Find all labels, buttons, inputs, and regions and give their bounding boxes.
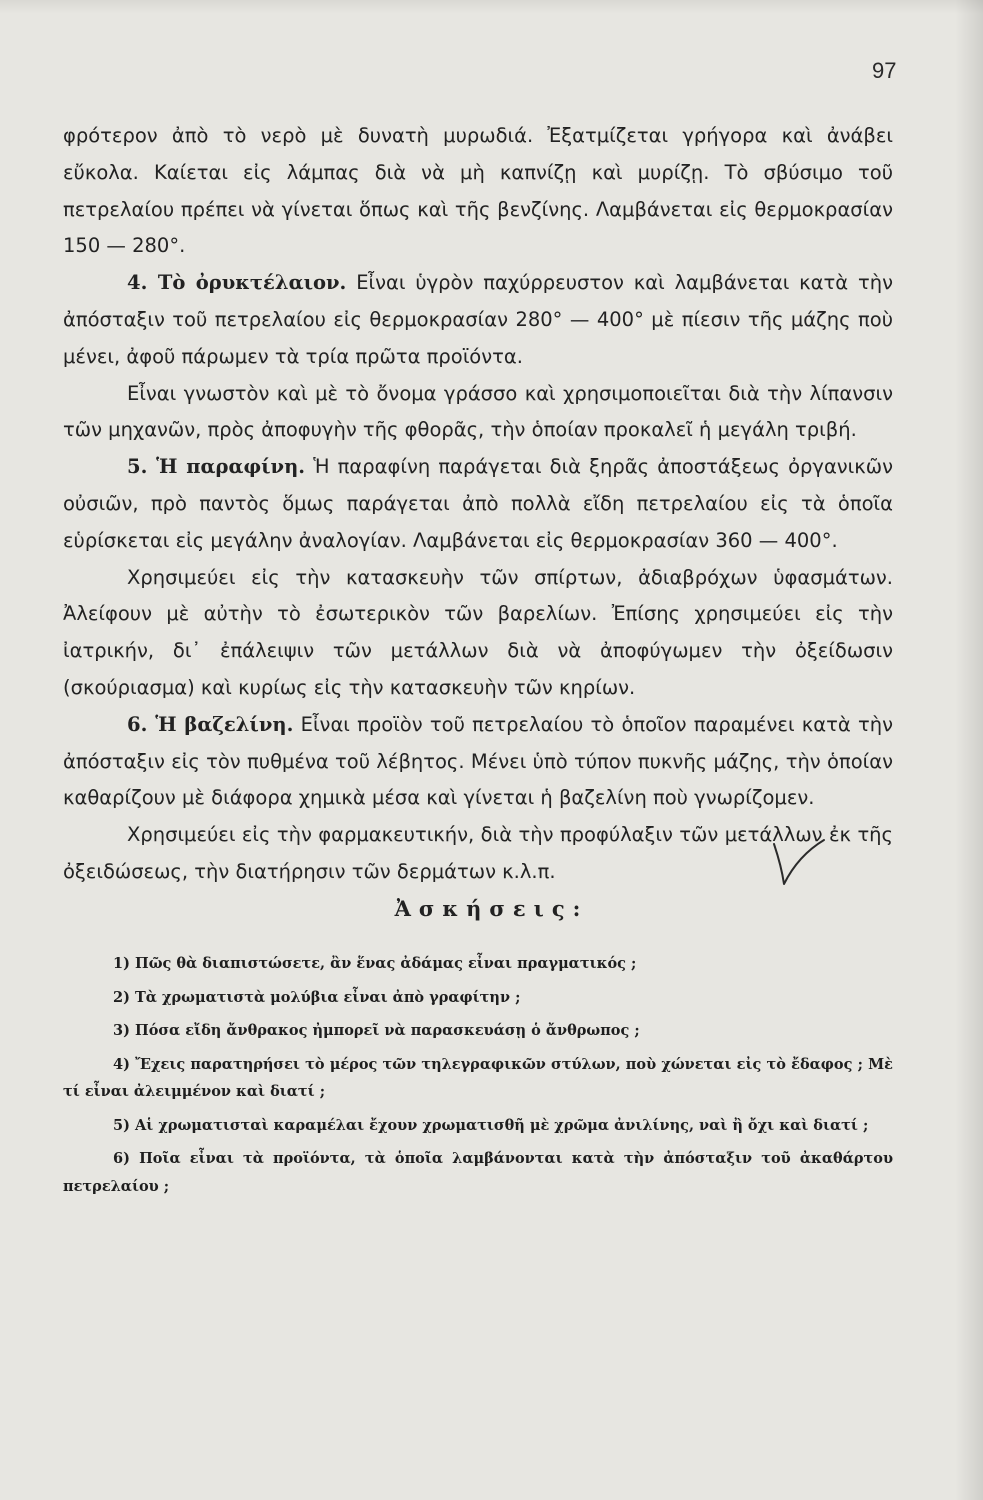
paragraph-4 [63,449,893,559]
exercise-item-4: 4) Ἔχεις παρατηρήσει τὸ μέρος τῶν τηλεγραφικῶν στύλων, ποὺ χώνεται εἰς τὸ ἔδαφος ; Μὲ τί εἶναι ἀλειμμένον καὶ διατί ; [63,1055,893,1100]
paragraph-4-text: Ἡ παραφίνη παράγεται διὰ ξηρᾶς ἀποστάξεως ὀργανικῶν οὐσιῶν, πρὸ παντὸς ὅμως παράγεται ἀπὸ πολλὰ εἴδη πετρελαίου εἰς τὰ ὁποῖα εὑρίσκεται εἰς μεγάλην ἀναλογίαν. Λαμβάνεται εἰς θερμοκρασίαν 360 — 400°. [63,455,893,552]
heading-oryktelaion: 4. Τὸ ὀρυκτέλαιον. [127,271,347,295]
exercise-item-1: 1) Πῶς θὰ διαπιστώσετε, ἂν ἕνας ἀδάμας εἶναι πραγματικός ; [113,955,637,972]
exercise-item-5: 5) Αἱ χρωματισταὶ καραμέλαι ἔχουν χρωματισθῆ μὲ χρῶμα ἀνιλίνης, ναὶ ἢ ὄχι καὶ διατί ; [113,1116,869,1134]
heading-parafini: 5. Ἡ παραφίνη. [127,455,306,479]
page-edge-shadow [955,0,983,1500]
paragraph-1 [63,118,893,265]
exercise-item-2: 2) Τὰ χρωματιστὰ μολύβια εἶναι ἀπὸ γραφίτην ; [113,988,521,1006]
page-number: 97 [872,58,897,83]
paragraph-2 [63,265,893,375]
paragraph-2-text: Εἶναι ὑγρὸν παχύρρευστον καὶ λαμβάνεται κατὰ τὴν ἀπόσταξιν τοῦ πετρελαίου εἰς θερμοκρασίαν 280° — 400° μὲ πίεσιν τῆς μάζης ποὺ μένει, ἀφοῦ πάρωμεν τὰ τρία πρῶτα προϊόντα. [63,271,893,368]
body-text [63,118,893,891]
paragraph-6 [63,707,893,817]
exercises-list [63,950,893,1206]
paragraph-5 [63,560,893,707]
paragraph-3-text: Εἶναι γνωστὸν καὶ μὲ τὸ ὄνομα γράσσο καὶ χρησιμοποιεῖται διὰ τὴν λίπανσιν τῶν μηχανῶν, πρὸς ἀποφυγὴν τῆς φθορᾶς, τὴν ὁποίαν προκαλεῖ ἡ μεγάλη τριβή. [63,381,893,442]
paragraph-3 [63,376,893,450]
exercises-title: Ἀσκήσεις: [394,896,589,921]
paragraph-5-text: Χρησιμεύει εἰς τὴν κατασκευὴν τῶν σπίρτων, ἀδιαβρόχων ὑφασμάτων. Ἀλείφουν μὲ αὐτὴν τὸ ἐσωτερικὸν τῶν βαρελίων. Ἐπίσης χρησιμεύει εἰς τὴν ἰατρικήν, δι᾽ ἐπάλειψιν τῶν μετάλλων διὰ νὰ ἀποφύγωμεν τὴν ὀξείδωσιν (σκούριασμα) καὶ κυρίως εἰς τὴν κατασκευὴν τῶν κηρίων. [63,565,893,699]
paragraph-7 [63,817,893,891]
heading-vazelini: 6. Ἡ βαζελίνη. [127,712,294,736]
exercise-item-3: 3) Πόσα εἴδη ἄνθρακος ἠμπορεῖ νὰ παρασκευάσῃ ὁ ἄνθρωπος ; [113,1022,640,1039]
paragraph-1-text: φρότερον ἀπὸ τὸ νερὸ μὲ δυνατὴ μυρωδιά. Ἐξατμίζεται γρήγορα καὶ ἀνάβει εὔκολα. Καίεται εἰς λάμπας διὰ νὰ μὴ καπνίζῃ καὶ μυρίζῃ. Τὸ σβύσιμο τοῦ πετρελαίου πρέπει νὰ γίνεται ὅπως καὶ τῆς βενζίνης. Λαμβάνεται εἰς θερμοκρασίαν 150 — 280°. [63,124,893,258]
paragraph-6-text: Εἶναι προϊὸν τοῦ πετρελαίου τὸ ὁποῖον παραμένει κατὰ τὴν ἀπόσταξιν εἰς τὸν πυθμένα τοῦ λέβητος. Μένει ὑπὸ τύπον πυκνῆς μάζης, τὴν ὁποίαν καθαρίζουν μὲ διάφορα χημικὰ μέσα καὶ γίνεται ἡ βαζελίνη ποὺ γνωρίζομεν. [63,712,893,810]
handwritten-checkmark-icon [770,838,830,890]
exercise-item-6: 6) Ποῖα εἶναι τὰ προϊόντα, τὰ ὁποῖα λαμβάνονται κατὰ τὴν ἀπόσταξιν τοῦ ἀκαθάρτου πετρελαίου ; [63,1150,893,1195]
top-shadow [0,0,983,14]
paragraph-7-text: Χρησιμεύει εἰς τὴν φαρμακευτικήν, διὰ τὴν προφύλαξιν τῶν μετάλλων ἐκ τῆς ὀξειδώσεως, τὴν διατήρησιν τῶν δερμάτων κ.λ.π. [63,823,893,883]
